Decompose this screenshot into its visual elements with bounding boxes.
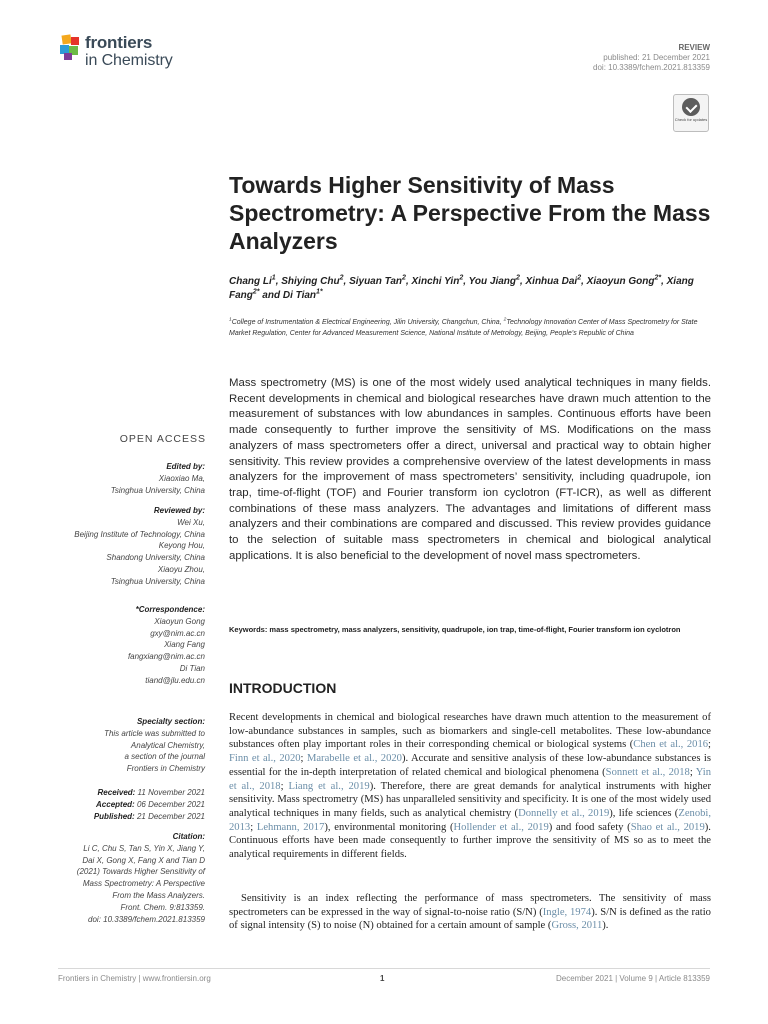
reviewer-line: Wei Xu, — [177, 517, 205, 527]
citation-link[interactable]: Sonnett et al., 2018 — [605, 766, 690, 778]
citation-link[interactable]: Lehmann, 2017 — [256, 821, 325, 833]
edited-by-heading: Edited by: — [166, 462, 205, 471]
reviewer-line: Beijing Institute of Technology, China — [74, 529, 205, 539]
citation-link[interactable]: Hollender et al., 2019 — [453, 821, 549, 833]
reviewer-line: Keyong Hou, — [158, 541, 205, 551]
published-date: published: 21 December 2021 — [603, 53, 710, 62]
received-date: Received: 11 November 2021 — [97, 788, 205, 797]
open-access-label: OPEN ACCESS — [119, 433, 206, 445]
editor-line: Tsinghua University, China — [110, 485, 205, 495]
specialty-line: Frontiers in Chemistry — [126, 764, 205, 774]
doi[interactable]: doi: 10.3389/fchem.2021.813359 — [593, 63, 710, 72]
frontiers-logo-icon — [58, 33, 84, 61]
citation-line[interactable]: doi: 10.3389/fchem.2021.813359 — [88, 914, 205, 924]
citation-line: (2021) Towards Higher Sensitivity of — [76, 867, 205, 877]
citation-link[interactable]: Marabelle et al., 2020 — [306, 753, 402, 765]
author-affil-sup: 2 — [516, 274, 520, 282]
author-name[interactable]: Di Tian — [282, 290, 317, 301]
article-type: REVIEW — [678, 43, 710, 52]
corr-name: Xiaoyun Gong — [154, 616, 205, 626]
reviewed-by — [74, 505, 205, 588]
citation-line: Li C, Chu S, Tan S, Yin X, Jiang Y, — [83, 843, 205, 853]
published-date-sidebar: Published: 21 December 2021 — [93, 811, 205, 821]
citation-link[interactable]: Gross, 2011 — [551, 920, 603, 932]
footer-journal-link[interactable]: Frontiers in Chemistry | www.frontiersin.org — [58, 974, 211, 983]
citation-line: Mass Spectrometry: A Perspective — [82, 879, 205, 889]
page-number: 1 — [380, 974, 385, 983]
keywords: Keywords: mass spectrometry, mass analyzers, sensitivity, quadrupole, ion trap, time-of-flight, Fourier transform ion cyclotron — [229, 625, 681, 634]
journal-logo[interactable] — [58, 33, 198, 81]
article-header-meta — [593, 43, 710, 73]
reviewed-by-heading: Reviewed by: — [153, 506, 205, 515]
correspondence — [128, 604, 205, 687]
article-title: Towards Higher Sensitivity of Mass Spectrometry: A Perspective From the Mass Analyzers — [229, 172, 711, 254]
section-heading-introduction: INTRODUCTION — [229, 680, 337, 696]
affil-sup: 1 — [229, 317, 232, 323]
badge-label: Check for updates — [674, 117, 708, 122]
journal-name-word1: frontiers — [85, 33, 153, 52]
corr-name: Xiang Fang — [164, 640, 205, 650]
intro-paragraph-1: Recent developments in chemical and biological researches have drawn much attention to the measurement of low-abundance substances in samples, such as biomarkers and single-cell metabolites. These low-abundance substances often play important roles in their corresponding chemical or biological systems (Chen et al., 2016; Finn et al., 2020; Marabelle et al., 2020). Accurate and sensitive analysis of these low-abundance substances is essential for the in-depth interpretation of related chemical and biological phenomena (Sonnett et al., 2018; Yin et al., 2018; Liang et al., 2019). Therefore, there are great demands for analytical instruments with higher sensitivity. Mass spectrometry (MS) has unparalleled sensitivity and specificity. It is one of the most widely used analytical techniques in many fields, such as analytical chemistry (Donnelly et al., 2019), life sciences (Zenobi, 2013; Lehmann, 2017), environmental monitoring (Hollender et al., 2019) and food safety (Shao et al., 2019). Continuous efforts have been made consequently to further improve the sensitivity of MS so as to meet the analytical requirements in different fields. — [229, 712, 712, 861]
author-name[interactable]: Chang Li — [229, 276, 272, 287]
reviewer-line: Shandong University, China — [106, 553, 205, 563]
edited-by — [111, 461, 205, 496]
affiliation-1: College of Instrumentation & Electrical Engineering, Jilin University, Changchun, China, — [231, 319, 504, 326]
author-affil-sup: 2* — [252, 288, 260, 296]
citation-link[interactable]: Donnelly et al., 2019 — [518, 807, 610, 819]
accepted-date: Accepted: 06 December 2021 — [96, 799, 205, 809]
citation-line: Dai X, Gong X, Fang X and Tian D — [82, 855, 205, 865]
citation-line: From the Mass Analyzers. — [112, 890, 205, 900]
check-icon — [682, 98, 700, 116]
specialty-line: a section of the journal — [124, 752, 205, 762]
dates — [94, 787, 205, 822]
affiliation-2: Technology Innovation Center of Mass Spectrometry for State Market Regulation, Center for Advanced Measurement Science, National Institute of Metrology, Beijing, People’s Republic of China — [229, 319, 698, 337]
citation-link[interactable]: Ingle, 1974 — [542, 906, 592, 918]
author-affil-sup: 2 — [402, 274, 406, 282]
citation-line: Front. Chem. 9:813359. — [120, 902, 205, 912]
citation — [77, 831, 205, 925]
citation-link[interactable]: Liang et al., 2019 — [288, 780, 370, 792]
footer-issue-info: December 2021 | Volume 9 | Article 813359 — [555, 974, 710, 983]
corr-email[interactable]: gxy@nim.ac.cn — [150, 628, 205, 638]
author-affil-sup: 2 — [339, 274, 344, 282]
citation-link[interactable]: Chen et al., 2016 — [633, 739, 709, 751]
editor-line: Xiaoxiao Ma, — [158, 473, 205, 483]
specialty-line: Analytical Chemistry, — [130, 740, 205, 750]
corr-name: Di Tian — [179, 663, 205, 673]
author-name[interactable]: Xinhua Dai — [525, 276, 578, 287]
affil-sup: 2 — [503, 317, 507, 323]
author-affil-sup: 1 — [271, 274, 276, 282]
author-name[interactable]: Siyuan Tan — [349, 276, 403, 287]
specialty-section — [104, 716, 205, 775]
author-affil-sup: 2* — [654, 274, 662, 282]
footer-divider — [58, 968, 710, 969]
author-name[interactable]: You Jiang — [468, 276, 517, 287]
citation-heading: Citation: — [172, 832, 205, 841]
citation-link[interactable]: Finn et al., 2020 — [229, 753, 301, 765]
author-affil-sup: 1* — [316, 288, 323, 296]
intro-paragraph-2: Sensitivity is an index reflecting the performance of mass spectrometers. The sensitivity of mass spectrometers can be expressed in the way of signal-to-noise ratio (S/N) (Ingle, 1974). S/N is defined as the ratio of signal intensity (S) to noise (N) obtained for a certain amount of sample (Gross, 2011). — [229, 893, 711, 932]
citation-link[interactable]: Yin et al., 2018 — [229, 766, 712, 792]
journal-name-word2: in Chemistry — [85, 52, 173, 69]
author-name[interactable]: Xinchi Yin — [411, 276, 460, 287]
reviewer-line: Xiaoyu Zhou, — [157, 564, 205, 574]
author-affil-sup: 2 — [577, 274, 582, 282]
citation-link[interactable]: Shao et al., 2019 — [630, 821, 705, 833]
specialty-line: This article was submitted to — [104, 728, 205, 738]
corr-email[interactable]: fangxiang@nim.ac.cn — [127, 652, 205, 662]
author-name[interactable]: Shiying Chu — [281, 276, 340, 287]
specialty-heading: Specialty section: — [136, 717, 205, 726]
correspondence-heading: *Correspondence: — [135, 605, 205, 614]
abstract: Mass spectrometry (MS) is one of the most widely used analytical techniques in many fields. Recent developments in chemical and biological researches have drawn much attention to the measurement of substances with low abundances in samples. Continuous efforts have been made consequently to further improve the sensitivity of MS. Modifications on the mass analyzers of mass spectrometers offer a direct, universal and practical way to obtain higher sensitivity. This review provides a comprehensive overview of the latest developments in mass analyzers for the improvement of mass spectrometers’ sensitivity, including quadrupole, ion trap, time-of-flight (TOF) and Fourier transform ion cyclotron (FT-ICR), as well as different combinations of these mass analyzers. The advantages and limitations of different mass analyzers and their combinations are compared and discussed. This review provides guidance to the selection of suitable mass spectrometers in chemical and biological analytical applications. It is also beneficial to the development of novel mass spectrometers. — [229, 377, 711, 562]
citation-link[interactable]: Zenobi, 2013 — [229, 807, 711, 833]
author-name[interactable]: Xiaoyun Gong — [586, 276, 655, 287]
author-list: Chang Li$^1$, Shiying Chu$^2$, Siyuan Tan$^2$, Xinchi Yin$^2$, You Jiang$^2$, Xinhua Dai$^2$, Xiaoyun Gong$^{2*}$, Xiang Fang$^{2*}$ and Di Tian$^{1*}$ — [229, 274, 694, 301]
check-for-updates-badge[interactable] — [673, 94, 709, 132]
affiliations — [229, 317, 714, 339]
corr-email[interactable]: tiand@jlu.edu.cn — [145, 675, 205, 685]
reviewer-line: Tsinghua University, China — [110, 576, 205, 586]
author-affil-sup: 2 — [459, 274, 464, 282]
author-name[interactable]: Xiang Fang — [229, 276, 694, 301]
